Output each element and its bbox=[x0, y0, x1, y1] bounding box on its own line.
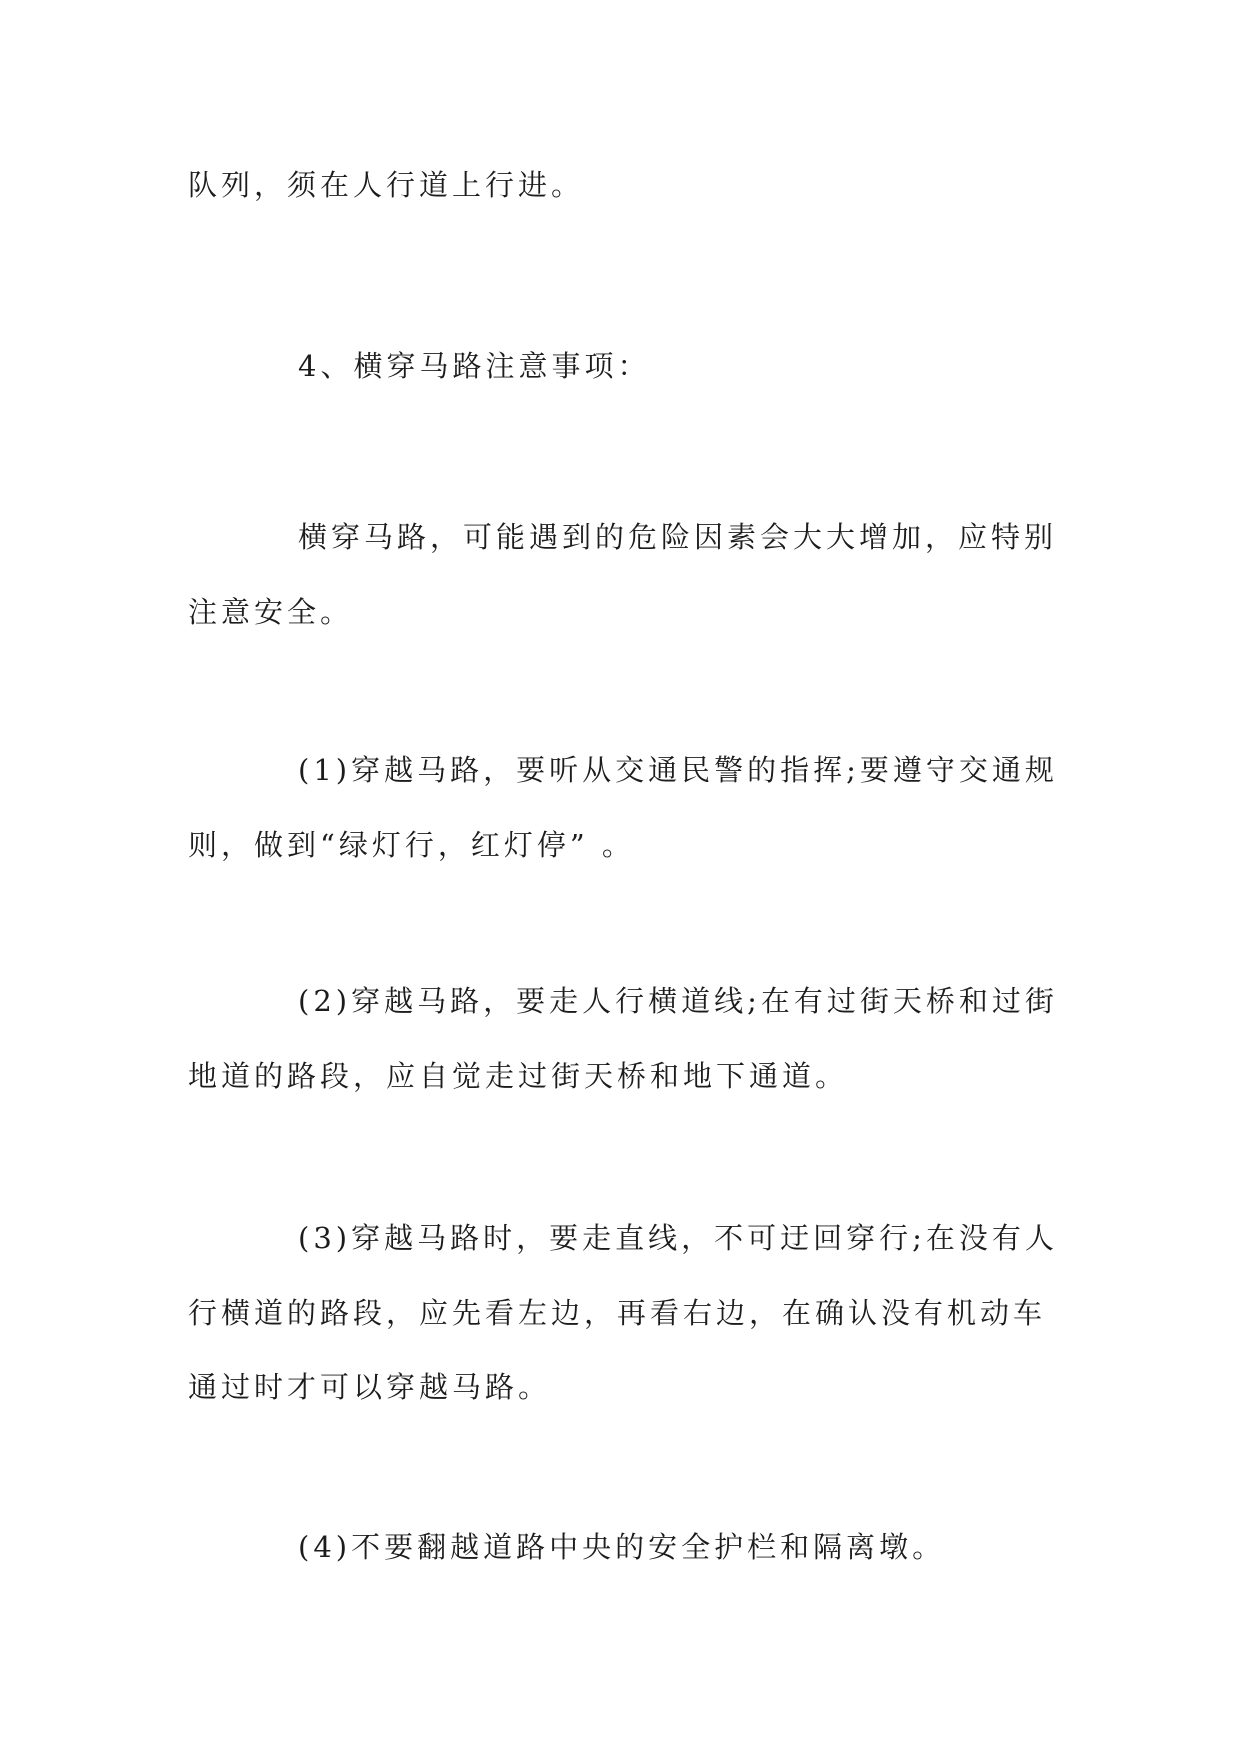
paragraph-intro bbox=[188, 500, 1068, 649]
text-line: 行横道的路段，应先看左边，再看右边，在确认没有机动车 bbox=[188, 1295, 1047, 1330]
text-line: (4)不要翻越道路中央的安全护栏和隔离墩。 bbox=[298, 1530, 946, 1564]
list-item-1 bbox=[188, 733, 1068, 882]
list-item-2 bbox=[188, 964, 1068, 1113]
text-line: (2)穿越马路，要走人行横道线;在有过街天桥和过街 bbox=[298, 984, 1058, 1018]
text-line: 队列，须在人行道上行进。 bbox=[188, 168, 585, 202]
heading-text: 4、横穿马路注意事项： bbox=[298, 349, 651, 383]
text-line: 横穿马路，可能遇到的危险因素会大大增加，应特别 bbox=[298, 520, 1058, 554]
section-heading bbox=[188, 329, 1068, 404]
paragraph-continuation bbox=[188, 148, 1068, 223]
text-line: 注意安全。 bbox=[188, 594, 354, 629]
text-line: 则，做到“绿灯行，红灯停” 。 bbox=[188, 827, 635, 862]
list-item-3 bbox=[188, 1201, 1068, 1425]
text-line: (1)穿越马路，要听从交通民警的指挥;要遵守交通规 bbox=[298, 753, 1058, 787]
text-line: 通过时才可以穿越马路。 bbox=[188, 1370, 552, 1404]
text-line: (3)穿越马路时，要走直线，不可迂回穿行;在没有人 bbox=[298, 1221, 1058, 1255]
text-line: 地道的路段，应自觉走过街天桥和地下通道。 bbox=[188, 1058, 849, 1093]
list-item-4 bbox=[188, 1510, 1068, 1585]
